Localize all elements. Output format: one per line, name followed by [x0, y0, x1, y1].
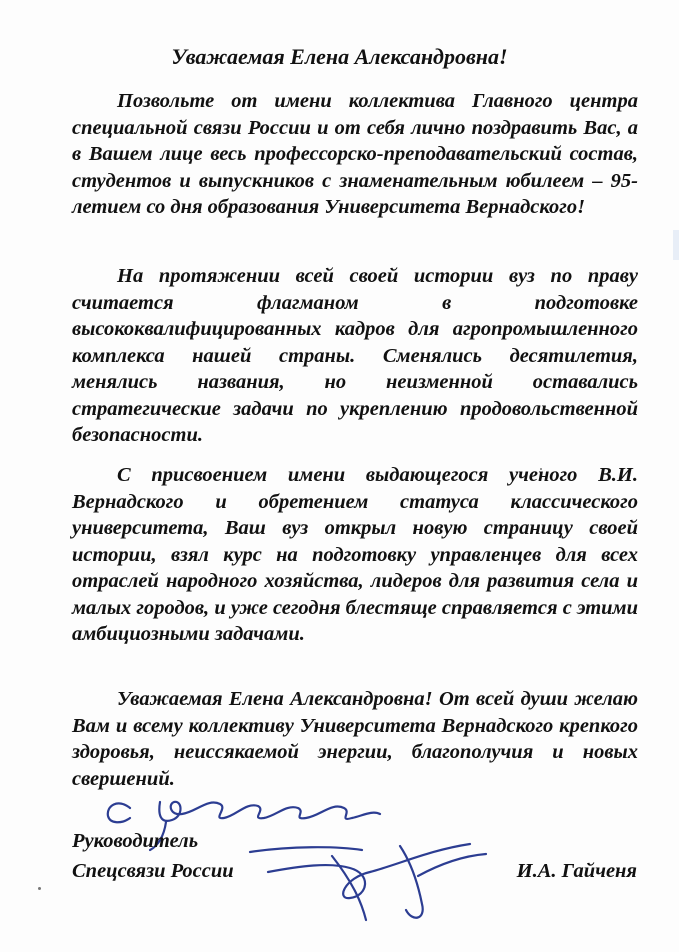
- scan-edge-mark: [673, 230, 679, 260]
- signatory-title-line-1: Руководитель: [72, 830, 199, 852]
- letter-paragraph-3: С присвоением имени выдающегося ученого В.И. Вернадского и обретением статуса классического университета, Ваш вуз открыл новую страницу своей истории, взял курс на подготовку управленцев для всех отраслей народного хозяйства, лидеров для развития села и малых городов, и уже сегодня блестяще справляется с этими амбициозными задачами.: [72, 464, 638, 645]
- letter-salutation: Уважаемая Елена Александровна!: [171, 44, 508, 69]
- scan-speck: [38, 887, 41, 890]
- signatory-name: И.А. Гайченя: [516, 860, 637, 882]
- letter-paragraph-4: Уважаемая Елена Александровна! От всей души желаю Вам и всему коллективу Университета Вернадского крепкого здоровья, неиссякаемой энергии, благополучия и новых свершений.: [72, 688, 638, 790]
- signatory-title-line-2: Спецсвязи России: [72, 860, 234, 882]
- handwritten-signature: [100, 780, 520, 930]
- letter-paragraph-2: На протяжении всей своей истории вуз по праву считается флагманом в подготовке высококвалифицированных кадров для агропромышленного комплекса нашей страны. Сменялись десятилетия, менялись названия, но неизменной оставались стратегические задачи по укреплению продовольственной безопасности.: [72, 265, 638, 446]
- letter-paragraph-1: Позвольте от имени коллектива Главного центра специальной связи России и от себя лично поздравить Вас, а в Вашем лице весь профессорско-преподавательский состав, студентов и выпускников с знаменательным юбилеем – 95-летием со дня образования Университета Вернадского!: [72, 90, 638, 218]
